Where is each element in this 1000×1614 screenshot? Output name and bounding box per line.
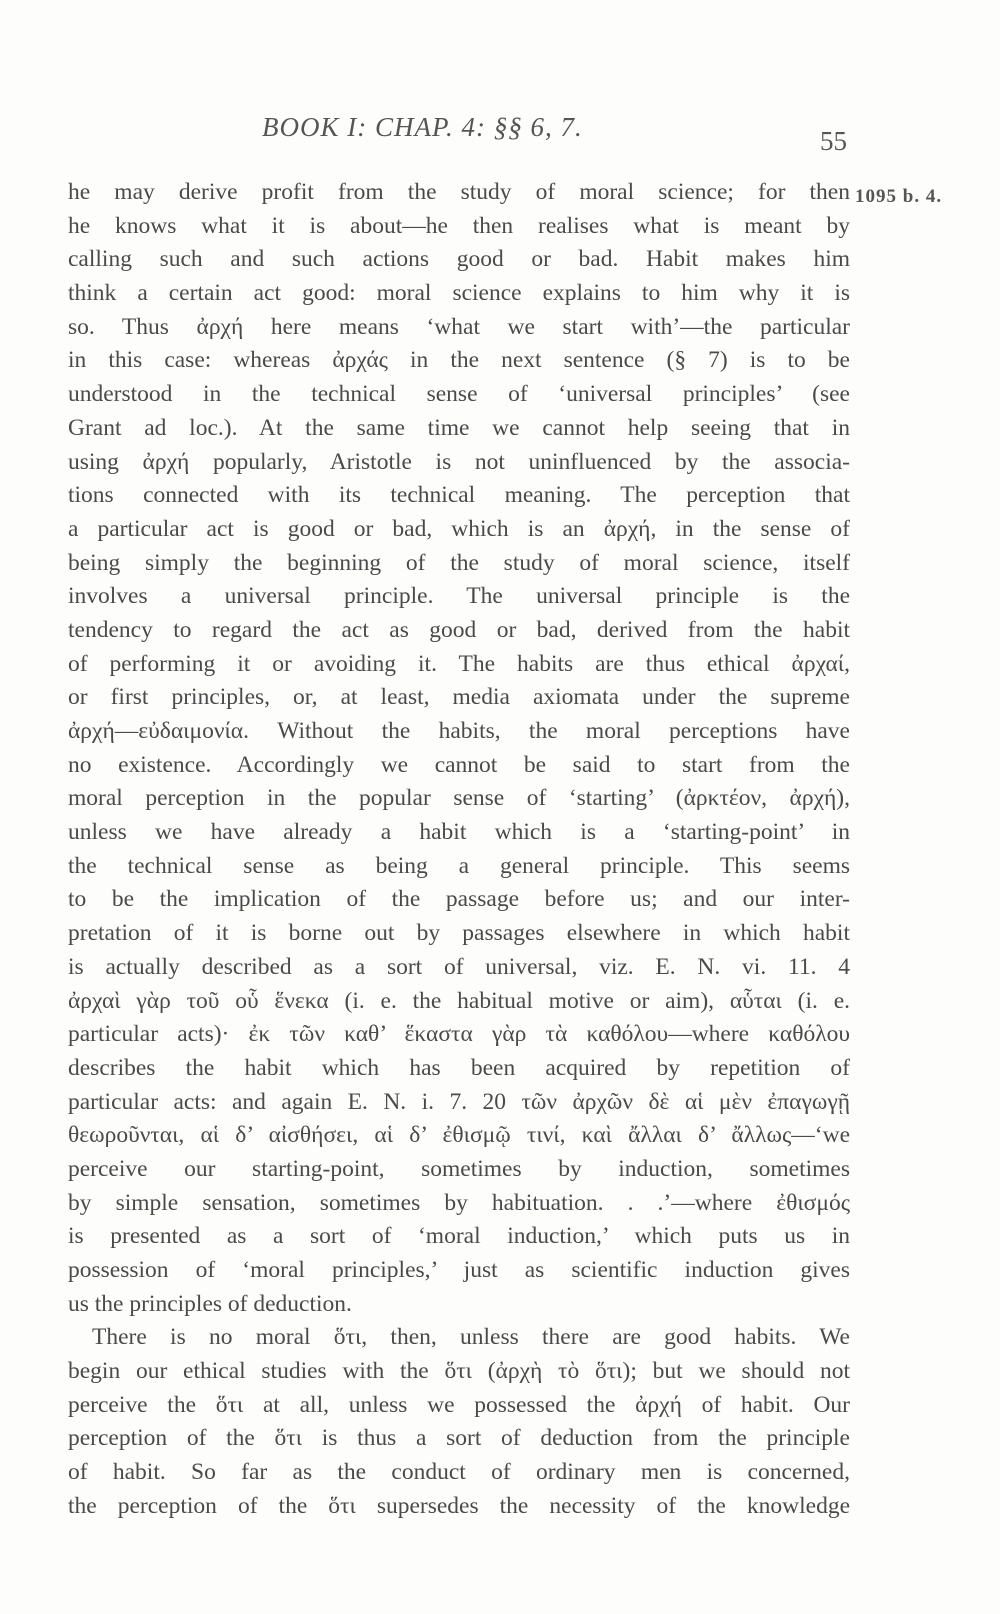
text-line: or first principles, or, at least, media axiomata under the supreme — [68, 684, 850, 711]
text-line: perception of the ὅτι is thus a sort of deduction from the principle — [68, 1425, 850, 1452]
margin-reference: 1095 b. 4. — [855, 186, 943, 207]
text-line: θεωροῦνται, αἱ δ’ αἰσθήσει, αἱ δ’ ἐθισμῷ τινί, καὶ ἄλλαι δ’ ἄλλως—‘we — [68, 1122, 850, 1149]
text-line: involves a universal principle. The universal principle is the — [68, 583, 850, 610]
text-line: possession of ‘moral principles,’ just as scientific induction gives — [68, 1257, 850, 1283]
text-line: Grant ad loc.). At the same time we cannot help seeing that in — [68, 414, 850, 441]
text-line: using ἀρχή popularly, Aristotle is not uninfluenced by the associa- — [68, 448, 850, 475]
text-line: describes the habit which has been acquired by repetition of — [68, 1054, 850, 1081]
text-line: of performing it or avoiding it. The habits are thus ethical ἀρχαί, — [68, 650, 850, 677]
text-line: the perception of the ὅτι supersedes the necessity of the knowledge — [68, 1492, 850, 1519]
text-line: begin our ethical studies with the ὅτι (ἀρχὴ τὸ ὅτι); but we should not — [68, 1358, 850, 1385]
text-line: the technical sense as being a general principle. This seems — [68, 852, 850, 879]
text-line: he may derive profit from the study of moral science; for then — [68, 179, 850, 205]
text-line: understood in the technical sense of ‘universal principles’ (see — [68, 381, 850, 408]
text-line: calling such and such actions good or bad. Habit makes him — [68, 246, 850, 273]
text-line: think a certain act good: moral science explains to him why it is — [68, 280, 850, 307]
text-line: us the principles of deduction. — [68, 1290, 352, 1317]
text-line: ἀρχαὶ γὰρ τοῦ οὗ ἕνεκα (i. e. the habitual motive or aim), αὗται (i. e. — [68, 987, 850, 1014]
text-line: no existence. Accordingly we cannot be said to start from the — [68, 751, 850, 778]
text-line: moral perception in the popular sense of ‘starting’ (ἀρκτέον, ἀρχή), — [68, 785, 850, 812]
text-line: perceive our starting-point, sometimes by induction, sometimes — [68, 1155, 850, 1182]
text-line: ἀρχή—εὐδαιμονία. Without the habits, the moral perceptions have — [68, 718, 850, 744]
text-line: is actually described as a sort of universal, viz. E. N. vi. 11. 4 — [68, 953, 850, 980]
running-title: BOOK I: CHAP. 4: §§ 6, 7. — [262, 112, 583, 142]
text-line: so. Thus ἀρχή here means ‘what we start with’—the particular — [68, 313, 850, 340]
paragraph-1 — [68, 176, 850, 1321]
text-line: by simple sensation, sometimes by habituation. . .’—where ἐθισμός — [68, 1189, 850, 1216]
text-line: he knows what it is about—he then realises what is meant by — [68, 212, 850, 239]
text-line: is presented as a sort of ‘moral induction,’ which puts us in — [68, 1223, 850, 1250]
text-line: unless we have already a habit which is a ‘starting-point’ in — [68, 819, 850, 846]
text-line: to be the implication of the passage before us; and our inter- — [68, 886, 850, 913]
paragraph-2 — [68, 1321, 850, 1523]
text-line: tions connected with its technical meaning. The perception that — [68, 482, 850, 509]
text-line: being simply the beginning of the study of moral science, itself — [68, 549, 850, 576]
page-number: 55 — [820, 126, 847, 156]
text-line: tendency to regard the act as good or bad, derived from the habit — [68, 616, 850, 643]
text-line: in this case: whereas ἀρχάς in the next sentence (§ 7) is to be — [68, 347, 850, 374]
text-line: perceive the ὅτι at all, unless we possessed the ἀρχή of habit. Our — [68, 1391, 850, 1418]
text-line: There is no moral ὅτι, then, unless there are good habits. We — [92, 1324, 850, 1351]
text-line: of habit. So far as the conduct of ordinary men is concerned, — [68, 1459, 850, 1486]
text-line: particular acts)· ἐκ τῶν καθ’ ἕκαστα γὰρ τὰ καθόλου—where καθόλου — [68, 1021, 850, 1048]
body-text — [68, 176, 850, 1524]
text-line: particular acts: and again E. N. i. 7. 20 τῶν ἀρχῶν δὲ αἱ μὲν ἐπαγωγῇ — [68, 1088, 850, 1115]
text-line: pretation of it is borne out by passages elsewhere in which habit — [68, 920, 850, 947]
text-line: a particular act is good or bad, which is an ἀρχή, in the sense of — [68, 515, 850, 542]
